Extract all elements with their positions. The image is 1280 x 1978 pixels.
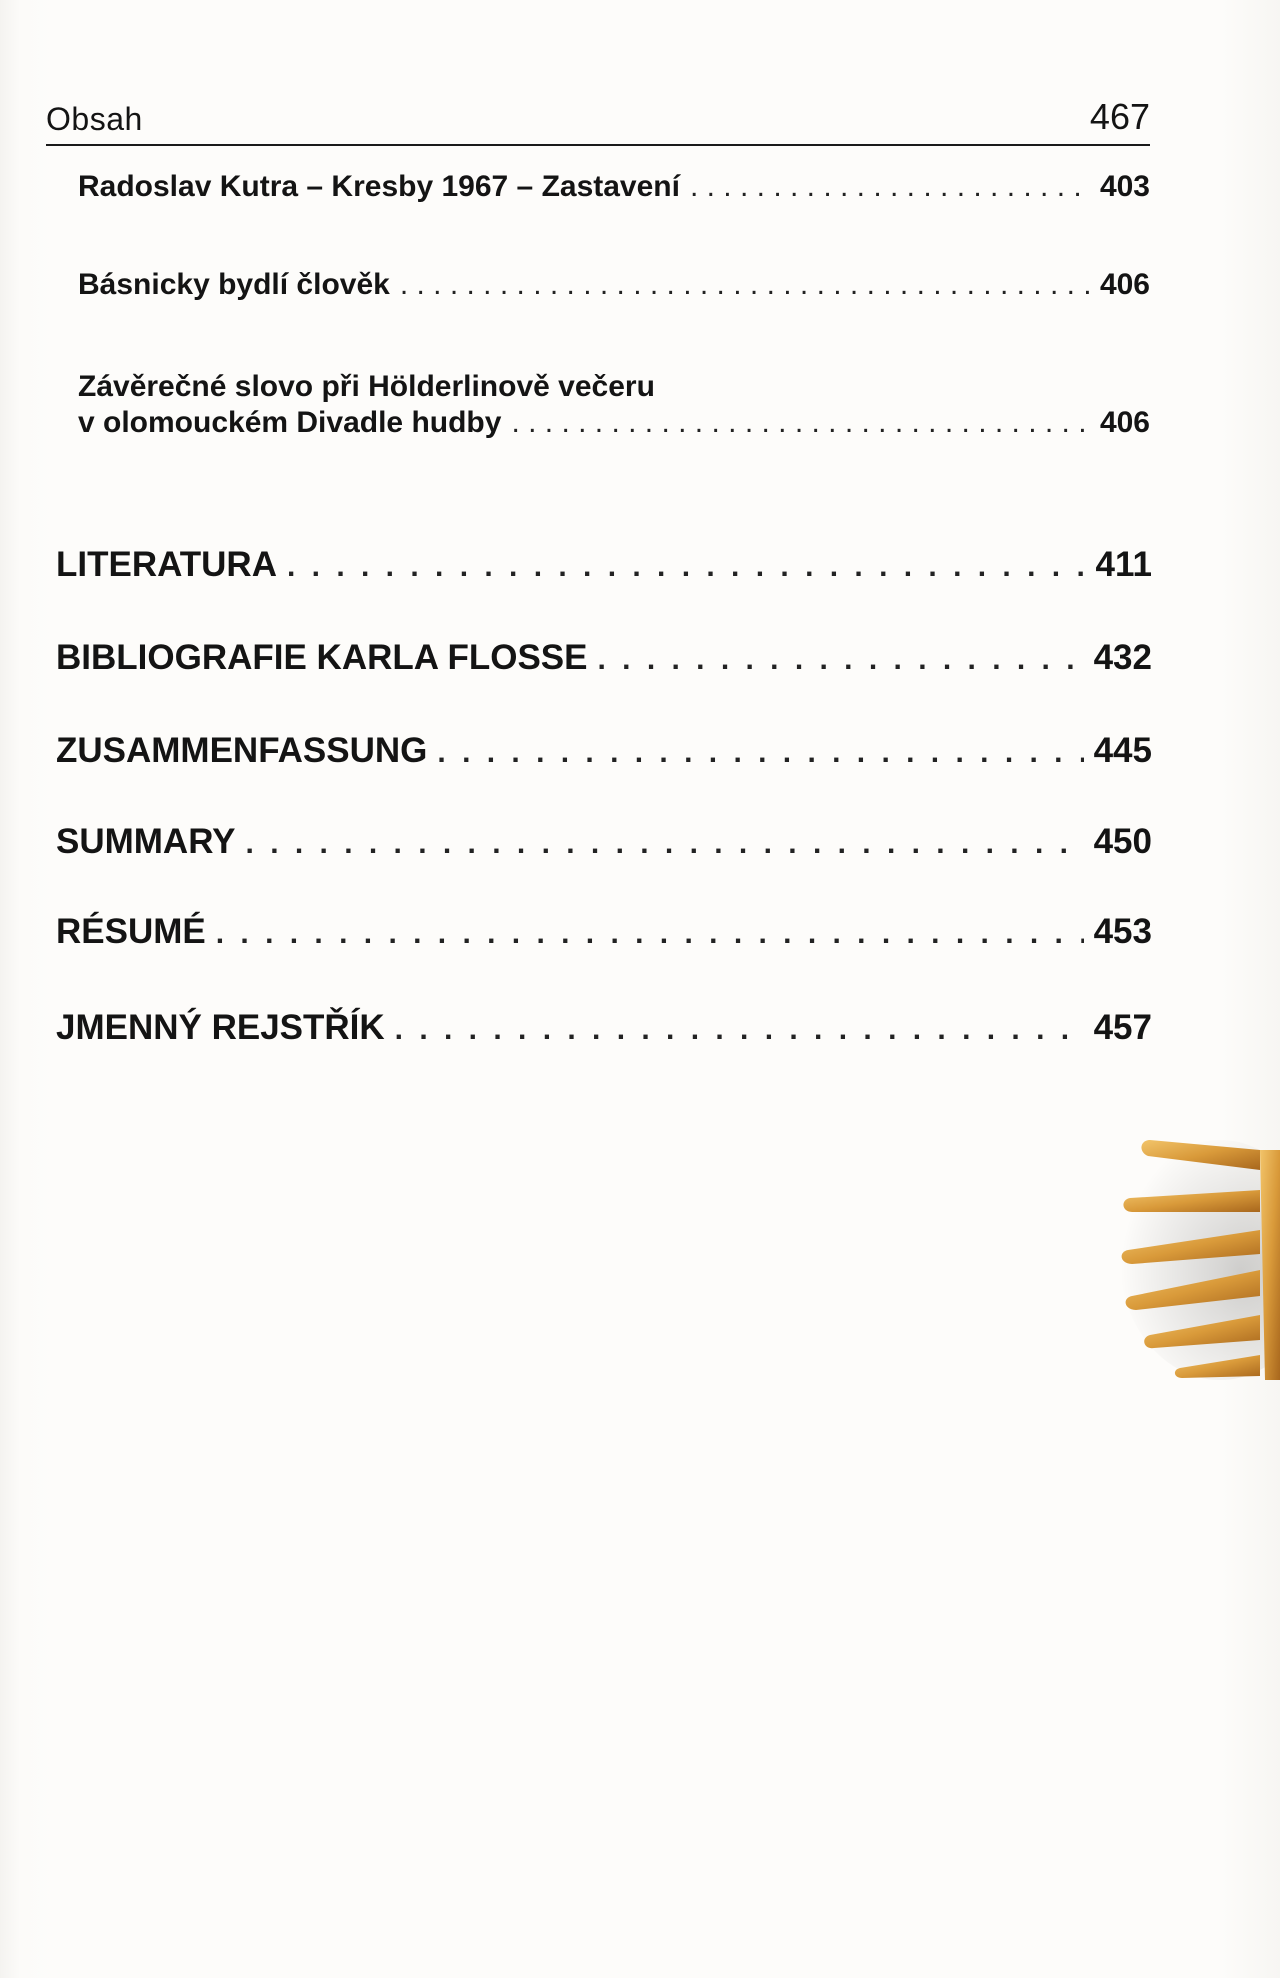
dot-leader <box>395 1013 1084 1047</box>
toc-entry-title: Radoslav Kutra – Kresby 1967 – Zastavení <box>78 170 680 203</box>
toc-entry-basnicky[interactable] <box>78 268 1150 302</box>
toc-entry-kutra[interactable] <box>78 170 1150 204</box>
toc-entry-bibliografie[interactable] <box>56 638 1152 678</box>
toc-entry-resume[interactable] <box>56 912 1152 952</box>
toc-entry-page: 411 <box>1095 545 1152 584</box>
toc-entry-title-line2: v olomouckém Divadle hudby <box>78 406 502 439</box>
dot-leader <box>437 736 1083 770</box>
dot-leader <box>246 827 1084 861</box>
dot-leader <box>400 268 1090 302</box>
dot-leader <box>597 643 1083 677</box>
toc-entry-page: 450 <box>1093 822 1152 861</box>
running-header <box>46 96 1150 146</box>
toc-entry-literatura[interactable] <box>56 545 1152 585</box>
toc-entry-zusammenfassung[interactable] <box>56 731 1152 771</box>
dot-leader <box>216 917 1084 951</box>
toc-entry-page: 432 <box>1093 638 1152 677</box>
toc-entry-summary[interactable] <box>56 822 1152 862</box>
toc-entry-page: 445 <box>1093 731 1152 770</box>
toc-entry-zaverecne[interactable] <box>78 406 1150 440</box>
toc-entry-title: BIBLIOGRAFIE KARLA FLOSSE <box>56 638 588 677</box>
toc-entry-title: RÉSUMÉ <box>56 912 206 951</box>
toc-entry-title-line1: Závěrečné slovo při Hölderlinově večeru <box>78 370 655 403</box>
toc-entry-title: LITERATURA <box>56 545 277 584</box>
toc-entry-title: ZUSAMMENFASSUNG <box>56 731 428 770</box>
running-title: Obsah <box>46 101 143 137</box>
toc-entry-title: JMENNÝ REJSTŘÍK <box>56 1008 385 1047</box>
toc-entry-jmenny-rejstrik[interactable] <box>56 1008 1152 1048</box>
toc-entry-page: 403 <box>1099 170 1150 203</box>
dot-leader <box>287 550 1086 584</box>
toc-entry-title: SUMMARY <box>56 822 236 861</box>
toc-entry-page: 406 <box>1099 406 1150 439</box>
toc-entry-page: 453 <box>1093 912 1152 951</box>
toc-entry-page: 457 <box>1093 1008 1152 1047</box>
comb-icon <box>1110 1120 1280 1400</box>
dot-leader <box>511 406 1090 440</box>
dot-leader <box>690 170 1090 204</box>
toc-entry-page: 406 <box>1099 268 1150 301</box>
page-number: 467 <box>1089 96 1150 137</box>
toc-entry-title: Básnicky bydlí člověk <box>78 268 390 301</box>
